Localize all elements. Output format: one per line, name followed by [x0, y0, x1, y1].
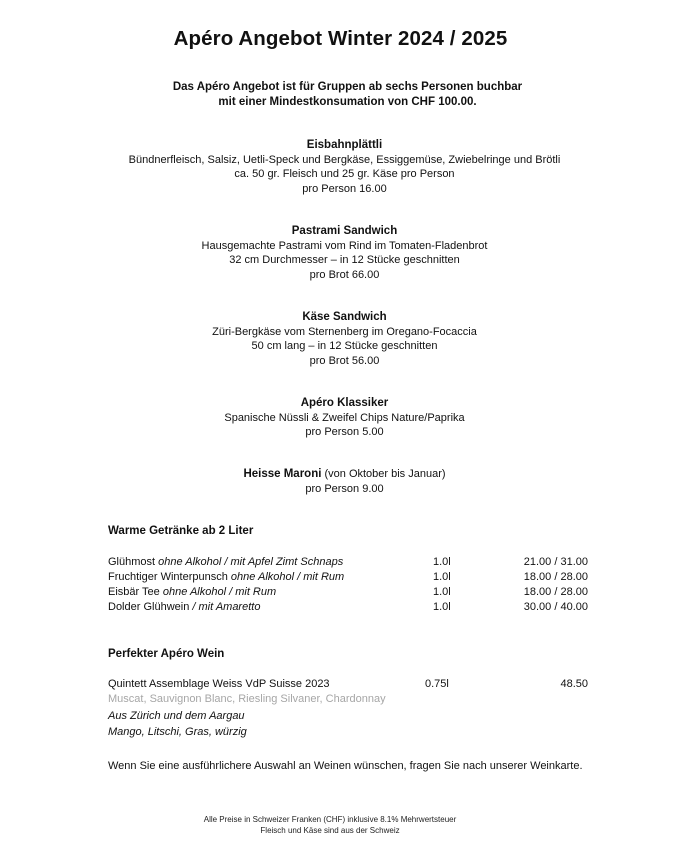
item-price: pro Brot 56.00	[309, 354, 380, 367]
menu-item-kaese-sandwich	[0, 310, 681, 368]
drink-volume: 1.0l	[433, 586, 451, 598]
wine-volume: 0.75l	[425, 678, 449, 690]
item-name: Eisbahnplättli	[306, 139, 383, 151]
item-price: pro Person 5.00	[305, 426, 384, 438]
intro-text	[0, 80, 681, 110]
section-title-warm-drinks: Warme Getränke ab 2 Liter	[108, 525, 254, 537]
drink-detail: ohne Alkohol / mit Rum	[230, 571, 345, 583]
item-name: Heisse Maroni	[243, 468, 322, 480]
item-price: pro Brot 66.00	[309, 268, 380, 281]
menu-item-apero-klassiker	[0, 396, 681, 440]
wine-origin: Aus Zürich und dem Aargau	[108, 710, 245, 722]
page-title: Apéro Angebot Winter 2024 / 2025	[173, 27, 508, 50]
drink-name: Dolder Glühwein	[108, 601, 190, 613]
wine-list-note: Wenn Sie eine ausführlichere Auswahl an Weinen wünschen, fragen Sie nach unserer Weinkarte.	[108, 760, 583, 772]
menu-item-pastrami-sandwich	[0, 224, 681, 282]
wine-row	[108, 677, 588, 692]
item-description: Hausgemachte Pastrami vom Rind im Tomaten-Fladenbrot	[201, 239, 488, 252]
item-note: (von Oktober bis Januar)	[324, 468, 446, 480]
drink-detail: ohne Alkohol / mit Rum	[162, 586, 277, 598]
item-description: Spanische Nüssli & Zweifel Chips Nature/Paprika	[224, 411, 465, 424]
item-description: ca. 50 gr. Fleisch und 25 gr. Käse pro Person	[234, 168, 455, 180]
footer-line: Fleisch und Käse sind aus der Schweiz	[260, 826, 400, 835]
drink-volume: 1.0l	[433, 571, 451, 583]
item-description: 32 cm Durchmesser – in 12 Stücke geschnitten	[229, 254, 460, 266]
drink-price: 18.00 / 28.00	[523, 571, 588, 583]
menu-item-heisse-maroni	[0, 467, 681, 496]
wine-name: Quintett Assemblage Weiss VdP Suisse 2023	[108, 678, 330, 690]
drink-price: 21.00 / 31.00	[523, 556, 588, 568]
drink-row	[108, 600, 588, 615]
menu-item-eisbahnplaettli	[0, 138, 681, 196]
drink-price: 30.00 / 40.00	[523, 601, 588, 613]
item-name: Pastrami Sandwich	[291, 225, 398, 237]
drink-price: 18.00 / 28.00	[523, 586, 588, 598]
drink-name: Glühmost	[108, 556, 156, 568]
item-name: Apéro Klassiker	[300, 397, 389, 409]
item-price: pro Person 9.00	[305, 482, 384, 495]
footer	[0, 814, 660, 836]
drink-name: Eisbär Tee	[108, 586, 160, 598]
wine-taste: Mango, Litschi, Gras, würzig	[108, 726, 247, 738]
drink-detail: / mit Amaretto	[192, 601, 261, 613]
drink-volume: 1.0l	[433, 601, 451, 613]
drink-row	[108, 570, 588, 585]
item-description: Bündnerfleisch, Salsiz, Uetli-Speck und Bergkäse, Essiggemüse, Zwiebelringe und Brötli	[128, 153, 561, 166]
drink-row	[108, 555, 588, 570]
intro-line: mit einer Mindestkonsumation von CHF 100.00.	[218, 96, 477, 108]
drink-volume: 1.0l	[433, 556, 451, 568]
section-title-wine: Perfekter Apéro Wein	[108, 648, 225, 660]
item-description: 50 cm lang – in 12 Stücke geschnitten	[251, 340, 438, 352]
drink-detail: ohne Alkohol / mit Apfel Zimt Schnaps	[158, 556, 344, 568]
footer-line: Alle Preise in Schweizer Franken (CHF) inklusive 8.1% Mehrwertsteuer	[203, 815, 457, 824]
item-name: Käse Sandwich	[302, 311, 387, 323]
wine-price: 48.50	[560, 678, 588, 690]
drink-row	[108, 585, 588, 600]
item-description: Züri-Bergkäse vom Sternenberg im Oregano-Focaccia	[212, 325, 477, 338]
item-price: pro Person 16.00	[302, 182, 387, 195]
drink-name: Fruchtiger Winterpunsch	[108, 571, 228, 583]
wine-grapes: Muscat, Sauvignon Blanc, Riesling Silvaner, Chardonnay	[108, 693, 386, 705]
intro-line: Das Apéro Angebot ist für Gruppen ab sechs Personen buchbar	[172, 81, 523, 93]
